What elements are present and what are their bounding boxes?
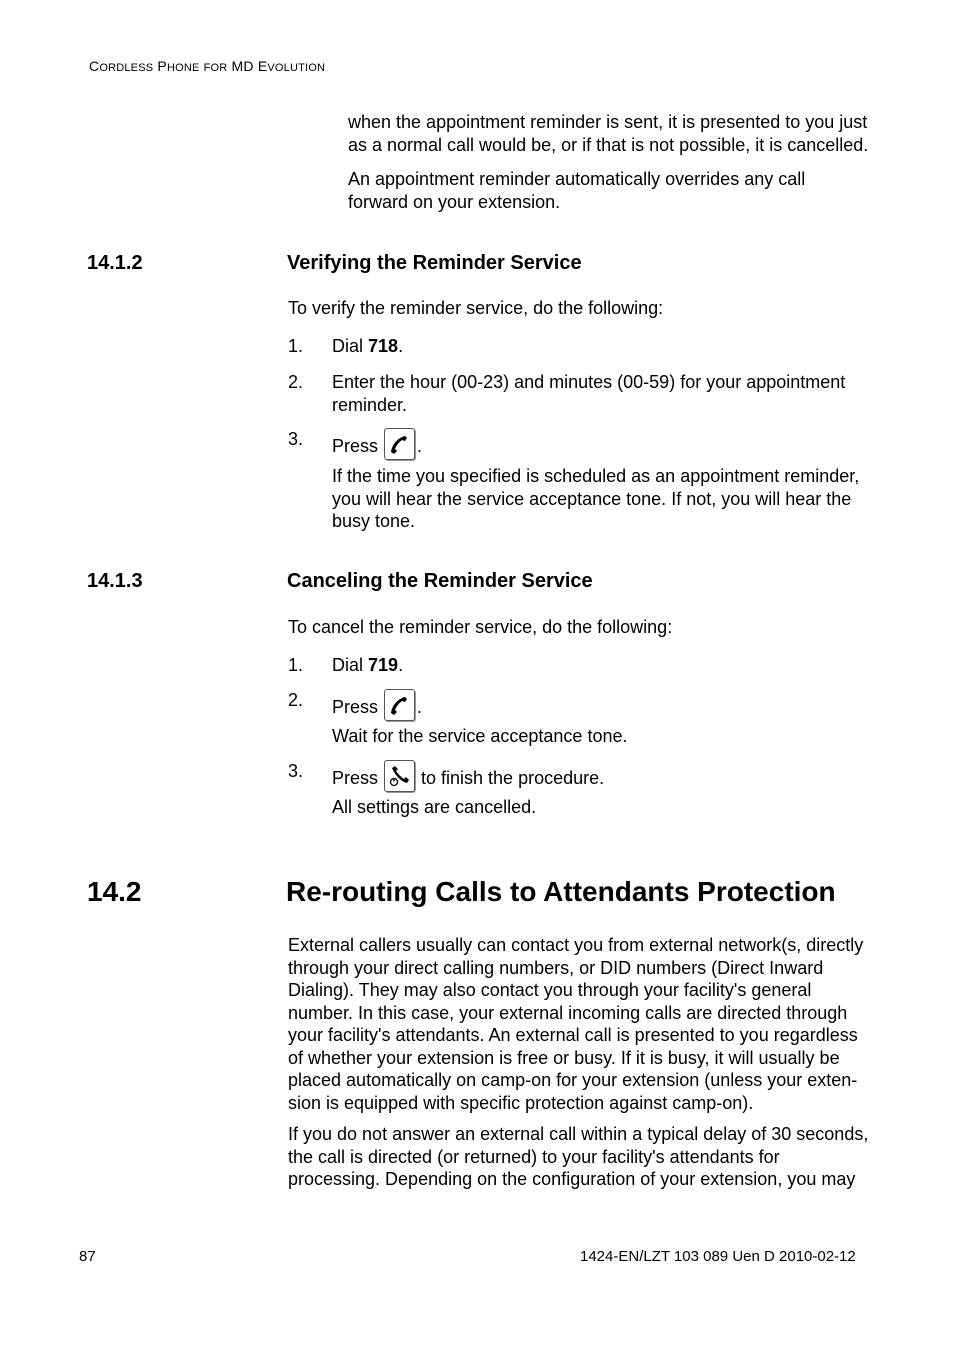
cancel-step-1-number: 1. <box>288 655 304 675</box>
call-key-icon <box>384 428 415 460</box>
intro-paragraph-2: An appointment reminder automatically overrides any call forward on your extension. <box>348 169 806 212</box>
section-number-14-2: 14.2 <box>87 876 142 907</box>
section-title-canceling: Canceling the Reminder Service <box>287 570 593 592</box>
verify-step-1-number: 1. <box>288 336 304 356</box>
page-number: 87 <box>79 1248 96 1265</box>
rerouting-paragraph-1: External callers usually can contact you from external network(s, directly through your direct calling numbers, or DID numbers (Direct Inward Dialing). They may also contact you through your facility's general number. In this case, your external incoming calls are directed through your facility's attendants. An external call is presented to you regardless of whether your extension is free or busy. If it is busy, it will usually be placed automatically on camp-on for your extension (unless your exten- sion is equipped with specific protection against camp-on). <box>288 935 864 1113</box>
section-title-verifying: Verifying the Reminder Service <box>287 252 582 274</box>
verify-step-3: Press . <box>332 428 422 460</box>
verify-lead: To verify the reminder service, do the following: <box>288 298 664 318</box>
verify-step-3-number: 3. <box>288 429 304 449</box>
verify-step-2-number: 2. <box>288 372 304 392</box>
cancel-lead: To cancel the reminder service, do the following: <box>288 617 673 637</box>
section-number-14-1-2: 14.1.2 <box>87 252 143 274</box>
end-call-key-icon <box>384 760 415 792</box>
document-id: 1424-EN/LZT 103 089 Uen D 2010-02-12 <box>580 1248 856 1265</box>
cancel-step-2-number: 2. <box>288 690 304 710</box>
intro-paragraph-1: when the appointment reminder is sent, it is presented to you just as a normal call would be, or if that is not possible, it is cancelled. <box>348 112 869 155</box>
cancel-step-3: Press to finish the procedure. <box>332 760 604 792</box>
cancel-all-settings: All settings are cancelled. <box>332 797 537 817</box>
verify-step-2: Enter the hour (00-23) and minutes (00-59) for your appointment reminder. <box>332 372 846 415</box>
verify-note: If the time you specified is scheduled as an appointment reminder, you will hear the service acceptance tone. If not, you will hear the busy tone. <box>332 466 860 531</box>
cancel-wait: Wait for the service acceptance tone. <box>332 726 628 746</box>
rerouting-paragraph-2: If you do not answer an external call within a typical delay of 30 seconds, the call is directed (or returned) to your facility's attendants for processing. Depending on the configuration of your extension, you may <box>288 1124 869 1189</box>
section-title-rerouting: Re-routing Calls to Attendants Protection <box>286 876 836 907</box>
verify-step-1: Dial 718. <box>332 336 404 356</box>
cancel-step-1: Dial 719. <box>332 655 404 675</box>
running-header: CORDLESS PHONE FOR MD EVOLUTION <box>89 58 326 74</box>
cancel-step-3-number: 3. <box>288 761 304 781</box>
call-key-icon <box>384 689 415 721</box>
cancel-step-2: Press . <box>332 689 422 721</box>
section-number-14-1-3: 14.1.3 <box>87 570 143 592</box>
